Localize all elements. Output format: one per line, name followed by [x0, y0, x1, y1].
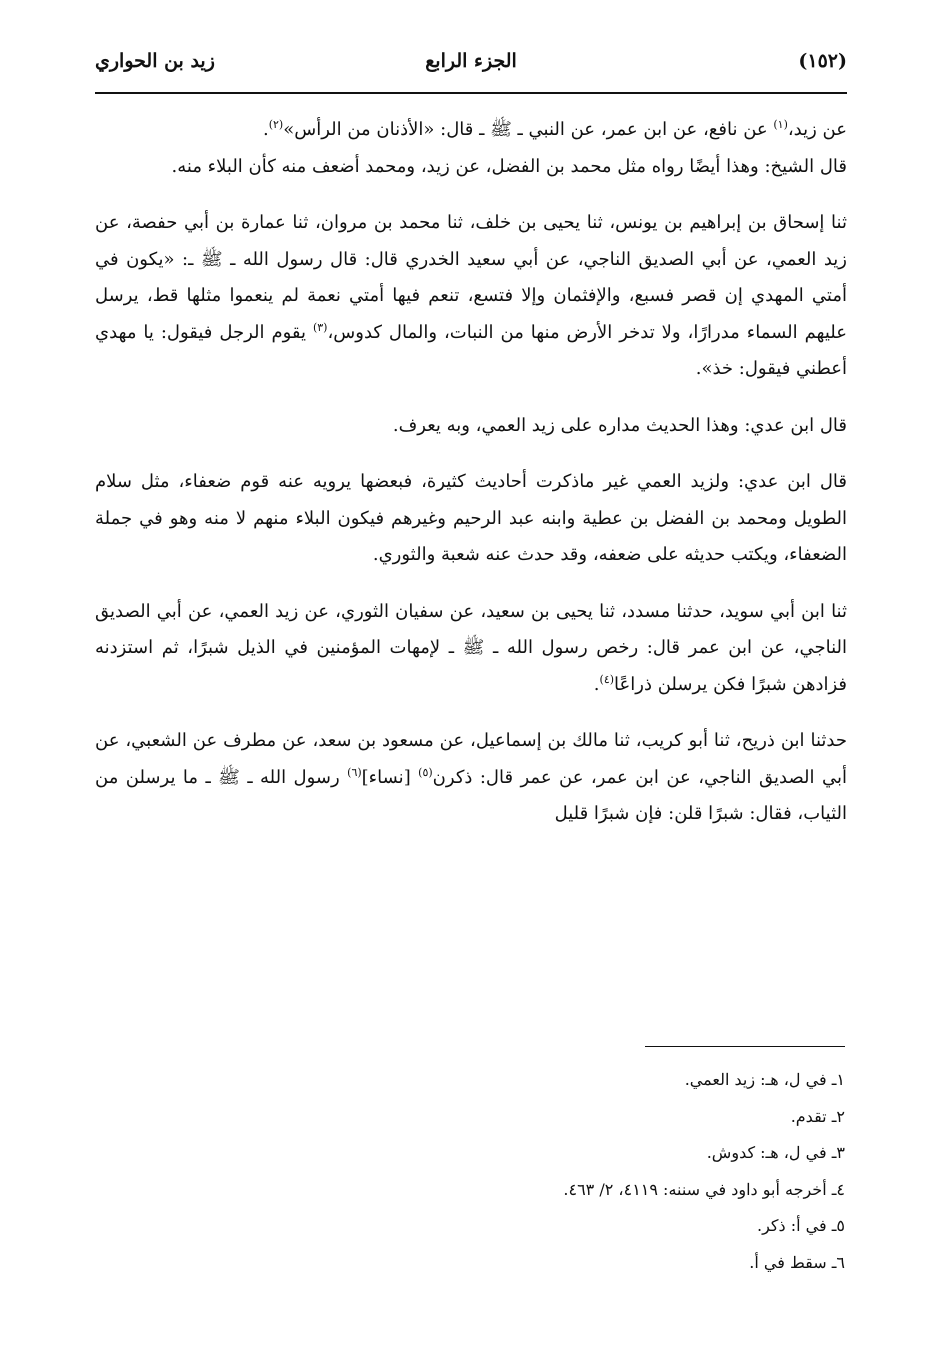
page-header [95, 40, 847, 94]
paragraph [95, 723, 847, 833]
paragraph [95, 205, 847, 388]
footnote-separator [645, 1046, 845, 1047]
text-run: رسول الله ـ ﷺ ـ ما يرسلن من الثياب، فقال: شبرًا قلن: فإن شبرًا قليل [95, 766, 847, 824]
text-run: عن نافع، عن ابن عمر، عن النبي ـ ﷺ ـ قال: «الأذنان من الرأس» [283, 119, 774, 140]
footnote-ref: (١) [773, 118, 788, 131]
text-run: يقوم الرجل فيقول: يا مهدي أعطني فيقول: خذ». [95, 321, 847, 379]
paragraph [95, 594, 847, 704]
footnote-ref: (٤) [599, 672, 615, 686]
footnote: ٦ـ سقط في أ. [749, 1252, 845, 1272]
footnotes [93, 1062, 845, 1281]
footnote: ١ـ في ل، هـ: زيد العمي. [684, 1070, 845, 1089]
text-run: . قال الشيخ: وهذا أيضًا رواه مثل محمد بن الفضل، عن زيد، ومحمد أضعف منه كأن البلاء منه. [171, 119, 847, 177]
text-run: قال ابن عدي: وهذا الحديث مداره على زيد العمي، وبه يعرف. [392, 414, 847, 436]
text-run: عن زيد، [787, 119, 847, 140]
text-run: ثنا ابن أبي سويد، حدثنا مسدد، ثنا يحيى بن سعيد، عن سفيان الثوري، عن زيد العمي، عن أبي الصديق الناجي، عن ابن عمر قال: رخص رسول الله ـ ﷺ ـ لإمهات المؤمنين في الذيل شبرًا، ثم استزدنه فزادهن شبرًا فكن يرسلن ذراعًا [95, 600, 847, 695]
footnote-ref: (٦) [347, 765, 362, 779]
page-number: (١٥٢) [798, 50, 847, 72]
footnote: ٣ـ في ل، هـ: كدوش. [706, 1143, 845, 1162]
paragraph [95, 464, 847, 574]
footnote: ٢ـ تقدم. [790, 1106, 845, 1126]
text-run: . [593, 673, 600, 695]
text-run: ثنا إسحاق بن إبراهيم بن يونس، ثنا يحيى بن خلف، ثنا محمد بن مروان، ثنا عمارة بن أبي حفصة، عن زيد العمي، عن أبي الصديق الناجي، عن أبي سعيد الخدري قال: قال رسول الله ـ ﷺ ـ: «يكون في أمتي المهدي إن قصر فسبع، والإفثمان وإلا فتسع، تنعم فيها أمتي نعمة لم ينعموا مثلها قط، يرسل عليهم السماء مدرارًا، ولا تدخر الأرض منها من النبات، والمال كدوس، [95, 212, 847, 343]
entry-title: زيد بن الحواري [95, 50, 215, 72]
paragraph [95, 408, 847, 445]
main-text [95, 112, 847, 853]
footnote: ٥ـ في أ: ذكر. [756, 1216, 845, 1235]
footnote-ref: (٥) [418, 765, 433, 779]
text-run: قال ابن عدي: ولزيد العمي غير ماذكرت أحاديث كثيرة، فبعضها يرويه عنه قوم ضعفاء، مثل سلام الطويل ومحمد بن الفضل بن عطية وابنه عبد الرحيم وغيرهم فيكون البلاء منهم لا منه وهو في جملة الضعفاء، ويكتب حديثه على ضعفه، وقد حدث عنه شعبة والثوري. [95, 471, 848, 565]
footnote: ٤ـ أخرجه أبو داود في سننه: ٤١١٩، ٢/ ٤٦٣. [563, 1179, 845, 1199]
text-run: حدثنا ابن ذريح، ثنا أبو كريب، ثنا مالك بن إسماعيل، عن مسعود بن سعد، عن مطرف عن الشعبي، عن أبي الصديق الناجي، عن ابن عمر، عن عمر قال: ذكرن [95, 730, 847, 788]
text-run: [نساء] [361, 766, 419, 788]
footnote-ref: (٣) [312, 320, 328, 334]
footnote-ref: (٢) [268, 118, 284, 131]
paragraph [95, 112, 847, 185]
part-title: الجزء الرابع [425, 50, 517, 72]
